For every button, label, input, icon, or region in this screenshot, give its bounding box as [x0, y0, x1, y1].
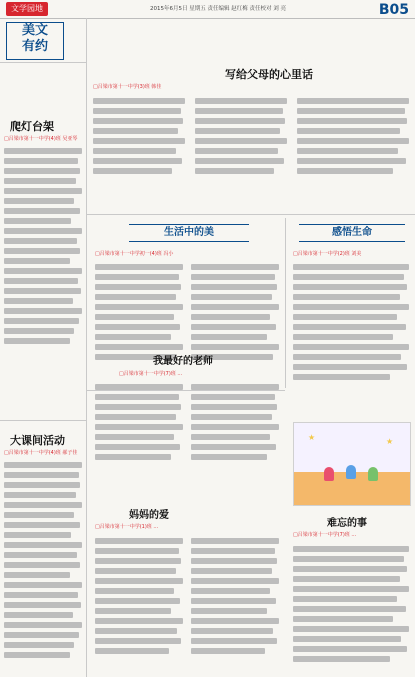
bottom-left-col-1	[95, 534, 183, 677]
top-article-byline: □吕梁市第十一中学(3)班 韩佳	[93, 84, 162, 90]
left-divider	[0, 420, 86, 421]
left-column	[0, 18, 87, 677]
main-divider-top	[87, 214, 415, 215]
star-icon-1: ★	[308, 433, 316, 442]
bottom-left-title: 妈妈的爱	[129, 510, 169, 521]
center-article-col-1	[95, 380, 183, 498]
article-body-2	[4, 458, 82, 677]
article-title-1: 爬灯台架	[10, 120, 54, 133]
top-article-col-2	[195, 94, 287, 204]
center-article-byline: □吕梁市第十一中学(7)班 ...	[119, 371, 183, 377]
top-article-title: 写给父母的心里话	[225, 68, 313, 81]
star-icon-2: ★	[386, 437, 394, 446]
section-title-line-1: 美文	[21, 23, 48, 38]
top-article-col-3	[297, 94, 409, 204]
illustration	[293, 422, 411, 506]
mid-left-byline: □吕梁市第十一中学初一(4)班 冯小	[95, 251, 174, 257]
bottom-right-col	[293, 542, 409, 677]
mid-vertical-divider	[285, 218, 286, 388]
bottom-right-byline: □吕梁市第十一中学(7)班 ...	[293, 532, 357, 538]
figure-icon-1	[324, 467, 334, 481]
article-title-2: 大课间活动	[10, 434, 65, 447]
figure-icon-3	[368, 467, 378, 481]
left-rule	[0, 62, 86, 63]
page-number: B05	[378, 2, 409, 18]
newspaper-logo: 文学园地	[6, 2, 48, 16]
bottom-right-title: 难忘的事	[327, 518, 367, 529]
top-article-col-1	[93, 94, 185, 204]
issue-line: 2015年6月5日 星期五 责任编辑 赵红梅 责任校对 刘 亮	[150, 6, 286, 12]
center-article-col-2	[191, 380, 279, 498]
main-area	[87, 18, 415, 677]
article-byline-2: □吕梁市第十一中学(4)班 郝子佳	[4, 450, 78, 456]
article-byline-1: □吕梁市第十一中学(4)班 吴亚琴	[4, 136, 78, 142]
mid-right-byline: □吕梁市第十一中学(2)班 刘美	[293, 251, 362, 257]
figure-icon-2	[346, 465, 356, 479]
article-body-1	[4, 144, 82, 399]
heading-feel-life: 感悟生命	[299, 224, 405, 242]
bottom-left-byline: □吕梁市第十一中学(1)班 ...	[95, 524, 159, 530]
mid-right-col	[293, 260, 409, 410]
page-header	[0, 0, 415, 19]
heading-life-beauty: 生活中的美	[129, 224, 249, 242]
bottom-left-col-2	[191, 534, 279, 677]
section-title	[6, 22, 64, 60]
center-article-title: 我最好的老师	[153, 356, 213, 367]
section-title-line-2: 有约	[21, 39, 48, 54]
